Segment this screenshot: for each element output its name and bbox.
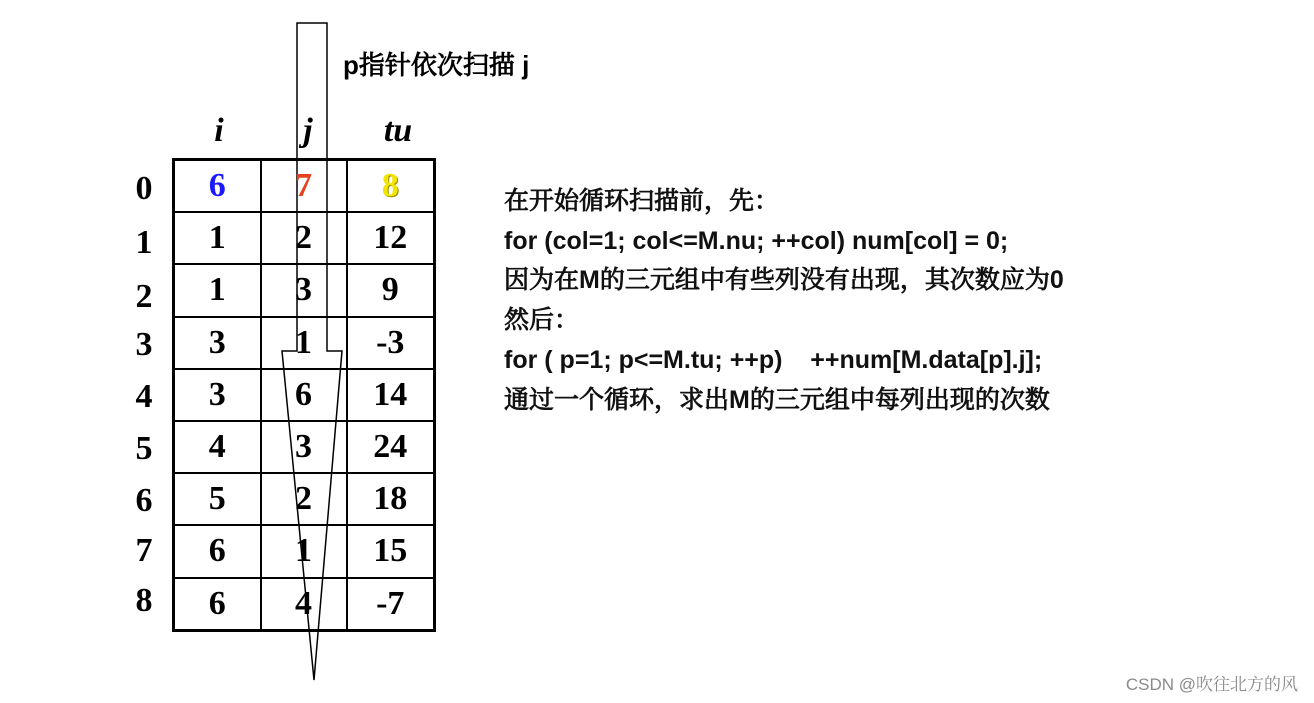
row-index: 3: [135, 326, 153, 363]
cell-i: 3: [174, 369, 261, 421]
explanation-line: for (col=1; col<=M.nu; ++col) num[col] = 0;: [504, 226, 1009, 255]
cell-j: 3: [261, 421, 347, 473]
cell-tu: 15: [347, 525, 435, 577]
column-header-tu: tu: [383, 112, 413, 149]
column-header-j: j: [303, 112, 313, 149]
table-row: [174, 212, 435, 264]
explanation-text: [504, 182, 1064, 420]
cell-tu: 8: [347, 160, 435, 213]
explanation-line: 在开始循环扫描前，先：: [504, 187, 780, 215]
pointer-label: p指针依次扫描 j: [343, 50, 530, 80]
triplet-table: [172, 158, 436, 632]
explanation-line: for ( p=1; p<=M.tu; ++p) ++num[M.data[p].j];: [504, 345, 1043, 374]
cell-i: 1: [174, 264, 261, 316]
cell-tu: -7: [347, 578, 435, 631]
cell-tu: -3: [347, 317, 435, 369]
table-row: [174, 264, 435, 316]
cell-i: 4: [174, 421, 261, 473]
table-row: [174, 317, 435, 369]
row-index: 0: [135, 170, 153, 207]
cell-tu: 14: [347, 369, 435, 421]
row-index: 2: [135, 278, 153, 315]
table-row: [174, 578, 435, 631]
row-index: 6: [135, 482, 153, 519]
cell-i: 6: [174, 160, 261, 213]
cell-j: 1: [261, 525, 347, 577]
cell-tu: 24: [347, 421, 435, 473]
explanation-line: 然后：: [504, 306, 580, 335]
explanation-line: 通过一个循环，求出M的三元组中每列出现的次数: [504, 385, 1050, 414]
cell-j: 7: [261, 160, 347, 213]
cell-j: 4: [261, 578, 347, 631]
cell-i: 5: [174, 473, 261, 525]
row-index: 8: [135, 582, 153, 619]
header-row: [174, 160, 435, 213]
cell-j: 2: [261, 473, 347, 525]
cell-i: 1: [174, 212, 261, 264]
cell-i: 3: [174, 317, 261, 369]
row-index: 1: [135, 224, 153, 261]
cell-j: 2: [261, 212, 347, 264]
table-row: [174, 473, 435, 525]
cell-i: 6: [174, 578, 261, 631]
cell-tu: 9: [347, 264, 435, 316]
cell-j: 3: [261, 264, 347, 316]
table-row: [174, 525, 435, 577]
explanation-line: 因为在M的三元组中有些列没有出现，其次数应为0: [504, 266, 1064, 295]
table-row: [174, 421, 435, 473]
row-index: 5: [135, 430, 153, 467]
cell-i: 6: [174, 525, 261, 577]
row-index: 7: [135, 532, 153, 569]
cell-tu: 18: [347, 473, 435, 525]
cell-j: 6: [261, 369, 347, 421]
watermark: CSDN @吹往北方的风: [1125, 675, 1298, 694]
column-header-i: i: [214, 112, 224, 149]
row-index: 4: [135, 378, 153, 415]
cell-j: 1: [261, 317, 347, 369]
cell-tu: 12: [347, 212, 435, 264]
table-row: [174, 369, 435, 421]
